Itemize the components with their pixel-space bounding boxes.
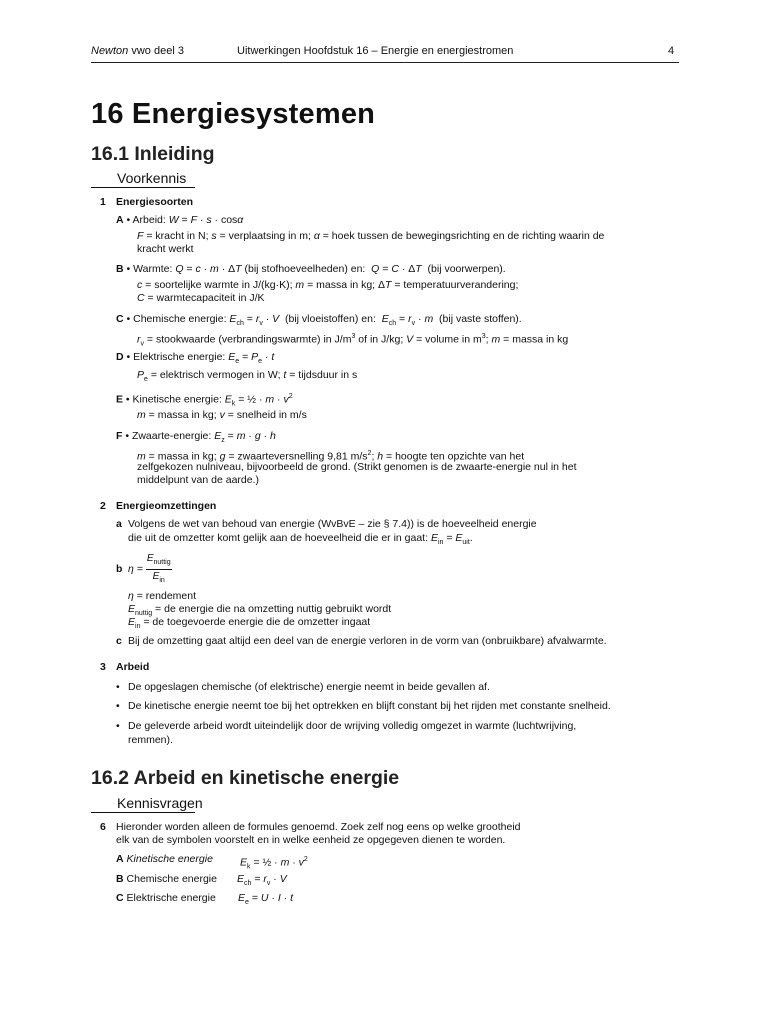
- item-6c-formula: $E_e = U \cdot I \cdot t$: [238, 892, 294, 907]
- subheading-voorkennis: Voorkennis: [117, 170, 187, 186]
- header-rule: [91, 62, 679, 63]
- question-text: elk van de symbolen voorstelt en in welke eenheid ze opgegeven dienen te worden.: [116, 834, 506, 846]
- subheading-kennisvragen: Kennisvragen: [117, 795, 203, 811]
- list-item: De kinetische energie neemt toe bij het optrekken en blijft constant bij het rijden met constante snelheid.: [128, 700, 611, 712]
- question-number: 3: [100, 661, 106, 673]
- subheading-underline: [91, 812, 195, 813]
- item-2a-line: Volgens de wet van behoud van energie (WvBvE – zie § 7.4)) is de hoeveelheid energie: [128, 518, 537, 530]
- subheading-underline: [91, 187, 195, 188]
- question-text: Hieronder worden alleen de formules genoemd. Zoek zelf nog eens op welke grootheid: [116, 821, 521, 833]
- item-1e-line: m = massa in kg; v = snelheid in m/s: [137, 409, 307, 421]
- item-1a-line: kracht werkt: [137, 243, 194, 255]
- section-title-16-2: 16.2 Arbeid en kinetische energie: [91, 767, 400, 789]
- question-title: Arbeid: [116, 661, 150, 673]
- list-item: De opgeslagen chemische (of elektrische) energie neemt in beide gevallen af.: [128, 681, 490, 693]
- item-2b-line: $E_{in}$ = de toegevoerde energie die de omzetter ingaat: [128, 616, 371, 631]
- item-1f: F • Zwaarte-energie: $E_z = m \cdot g \cdot h$: [116, 430, 276, 445]
- bullet-icon: •: [116, 720, 120, 732]
- item-1a: A • Arbeid: W = F · s · cosα: [116, 214, 244, 226]
- bullet-icon: •: [116, 700, 120, 712]
- efficiency-formula: η = $\frac{E_{nuttig}}{E_{in}}$: [128, 553, 171, 584]
- item-2b-line: η = rendement: [128, 590, 197, 602]
- list-item: De geleverde arbeid wordt uiteindelijk door de wrijving volledig omgezet in warmte (luchtwrijving,: [128, 720, 577, 732]
- item-1c-line: $r_v$ = stookwaarde (verbrandingswarmte) in $J/m^3$ of in J/kg; V = volume in $m^3$; m = massa in kg: [137, 333, 569, 348]
- item-6b-formula: $E_{ch} = r_v \cdot V$: [237, 873, 287, 888]
- item-2a-letter: a: [116, 518, 122, 530]
- item-2b-letter: b: [116, 563, 123, 575]
- bullet-icon: •: [116, 681, 120, 693]
- item-2c-line: Bij de omzetting gaat altijd een deel van de energie verloren in de vorm van (onbruikbare) afvalwarmte.: [128, 635, 607, 647]
- chapter-title: 16 Energiesystemen: [91, 98, 376, 130]
- item-1f-line: m = massa in kg; g = zwaarteversnelling 9,81 $m/s^2$; h = hoogte ten opzichte van het: [137, 450, 525, 463]
- item-1b: B • Warmte: Q = c · m · ΔT (bij stofhoeveelheden) en: Q = C · ΔT (bij voorwerpen).: [116, 263, 506, 275]
- item-1d: D • Elektrische energie: $E_e = P_e \cdot t$: [116, 351, 275, 366]
- header-chapter-ref: Uitwerkingen Hoofdstuk 16 – Energie en energiestromen: [237, 45, 514, 57]
- item-6b: B Chemische energie: [116, 873, 217, 885]
- item-1f-line: middelpunt van de aarde.): [137, 474, 259, 486]
- item-1d-line: $P_e$ = elektrisch vermogen in W; t = tijdsduur in s: [137, 369, 358, 384]
- item-6c: C Elektrische energie: [116, 892, 216, 904]
- item-6a-formula: $E_k$ = ½ · $m \cdot v^2$: [240, 856, 308, 871]
- item-1e: E • Kinetische energie: $E_k$ = ½ · $m \cdot v^2$: [116, 393, 293, 408]
- header-book: Newton vwo deel 3: [91, 45, 184, 57]
- question-number: 2: [100, 500, 106, 512]
- question-title: Energiesoorten: [116, 196, 194, 208]
- item-2a-line: die uit de omzetter komt gelijk aan de hoeveelheid die er in gaat: $E_{in} = E_{uit}$.: [128, 532, 473, 547]
- question-number: 6: [100, 821, 106, 833]
- item-1a-line: F = kracht in N; s = verplaatsing in m; α = hoek tussen de bewegingsrichting en de richting waarin de: [137, 230, 605, 242]
- question-number: 1: [100, 196, 106, 208]
- header-page-number: 4: [668, 45, 675, 57]
- item-2c-letter: c: [116, 635, 122, 647]
- list-item: remmen).: [128, 734, 173, 746]
- item-1f-line: zelfgekozen nulniveau, bijvoorbeeld de grond. (Strikt genomen is de zwaarte-energie nul in het: [137, 461, 577, 473]
- question-title: Energieomzettingen: [116, 500, 217, 512]
- item-1c: C • Chemische energie: $E_{ch} = r_v \cdot V$ (bij vloeistoffen) en: $E_{ch} = r_v \cdot m$ (bij vaste stoffen).: [116, 313, 522, 328]
- item-1b-line: C = warmtecapaciteit in J/K: [137, 292, 265, 304]
- item-6a: A Kinetische energie: [116, 853, 213, 865]
- section-title-16-1: 16.1 Inleiding: [91, 143, 215, 165]
- item-2b-line: $E_{nuttig}$ = de energie die na omzetting nuttig gebruikt wordt: [128, 603, 392, 618]
- item-1b-line: c = soortelijke warmte in J/(kg·K); m = massa in kg; ΔT = temperatuurverandering;: [137, 279, 519, 291]
